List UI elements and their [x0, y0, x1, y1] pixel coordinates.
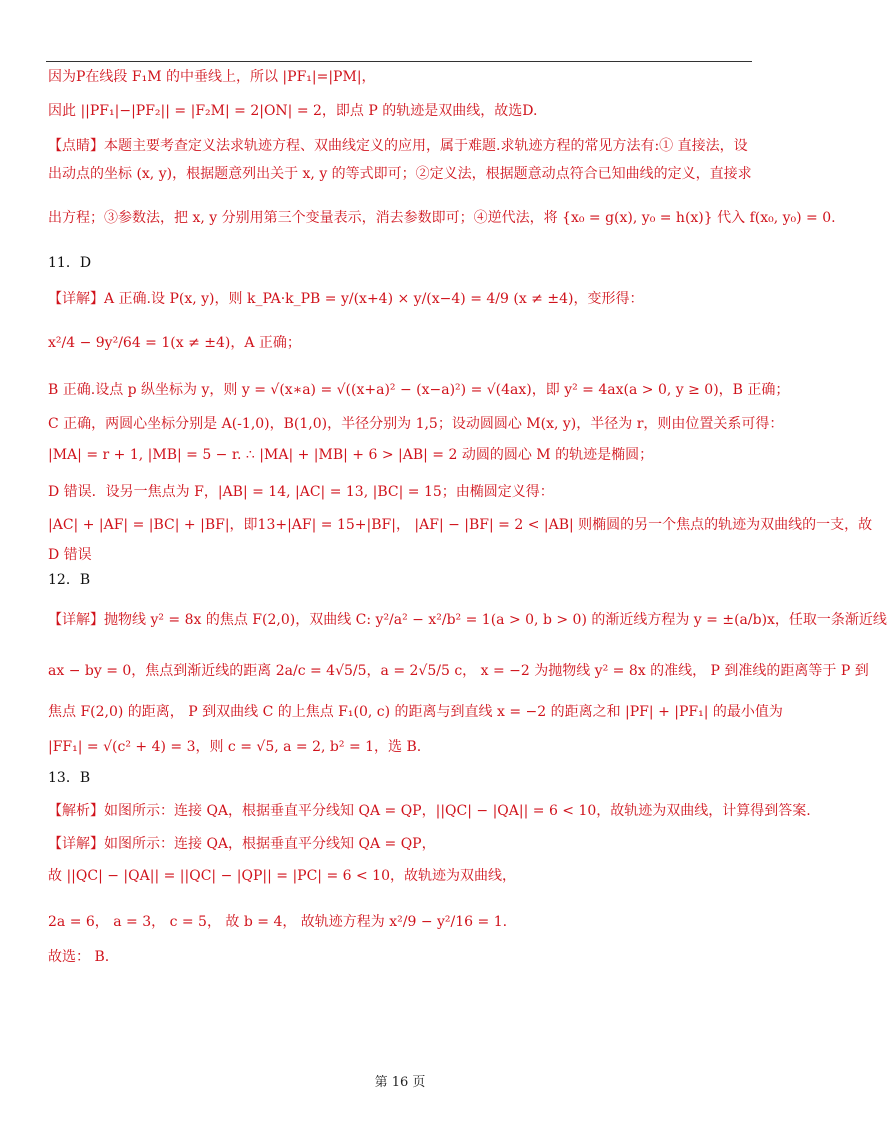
text-line: x²/4 − 9y²/64 = 1(x ≠ ±4)，A 正确； [48, 335, 301, 351]
text-line: 故 ||QC| − |QA|| = ||QC| − |QP|| = |PC| = 6 < 10，故轨迹为双曲线， [48, 868, 516, 884]
text-line: 【解析】如图所示：连接 QA，根据垂直平分线知 QA = QP，||QC| − |QA|| = 6 < 10，故轨迹为双曲线，计算得到答案. [48, 803, 811, 819]
text-line: 【详解】抛物线 y² = 8x 的焦点 F(2,0)，双曲线 C: y²/a² − x²/b² = 1(a > 0, b > 0) 的渐近线方程为 y = ±(a/b)x，任取一条渐近线 [48, 612, 887, 628]
question-number: 13．B [48, 770, 91, 786]
page-number: 第 16 页 [374, 1075, 426, 1090]
text-line: 因为P在线段 F₁M 的中垂线上，所以 |PF₁|=|PM|， [48, 69, 376, 85]
header-rule [46, 61, 752, 62]
text-line: D 错误 [48, 547, 92, 563]
text-line: D 错误．设另一焦点为 F，|AB| = 14, |AC| = 13, |BC| = 15；由椭圆定义得： [48, 484, 554, 500]
text-line: |FF₁| = √(c² + 4) = 3，则 c = √5, a = 2, b² = 1，选 B. [48, 739, 422, 755]
text-line: 因此 ||PF₁|−|PF₂|| = |F₂M| = 2|ON| = 2，即点 P 的轨迹是双曲线，故选D. [48, 103, 538, 119]
text-line: B 正确.设点 p 纵坐标为 y，则 y = √(x∗a) = √((x+a)² − (x−a)²) = √(4ax)，即 y² = 4ax(a > 0, y ≥ 0)，B 正确； [48, 382, 790, 398]
text-line: 2a = 6， a = 3， c = 5， 故 b = 4， 故轨迹方程为 x²/9 − y²/16 = 1. [48, 914, 508, 930]
text-line: 【详解】如图所示：连接 QA，根据垂直平分线知 QA = QP， [48, 836, 436, 852]
question-number: 11．D [48, 255, 92, 271]
text-line: C 正确，两圆心坐标分别是 A(-1,0)，B(1,0)，半径分别为 1,5；设动圆圆心 M(x, y)，半径为 r，则由位置关系可得： [48, 416, 784, 432]
text-line: 焦点 F(2,0) 的距离， P 到双曲线 C 的上焦点 F₁(0, c) 的距离与到直线 x = −2 的距离之和 |PF| + |PF₁| 的最小值为 [48, 704, 783, 720]
text-line: 【详解】A 正确.设 P(x, y)，则 k_PA·k_PB = y/(x+4) × y/(x−4) = 4/9 (x ≠ ±4)，变形得： [48, 291, 644, 307]
text-line: |MA| = r + 1, |MB| = 5 − r. ∴ |MA| + |MB| + 6 > |AB| = 2 动圆的圆心 M 的轨迹是椭圆； [48, 447, 654, 463]
text-line: 出动点的坐标 (x, y)，根据题意列出关于 x, y 的等式即可；②定义法，根据题意动点符合已知曲线的定义，直接求 [48, 166, 752, 182]
question-number: 12．B [48, 572, 91, 588]
text-line: 故选： B. [48, 949, 110, 965]
text-line: |AC| + |AF| = |BC| + |BF|，即13+|AF| = 15+|BF|， |AF| − |BF| = 2 < |AB| 则椭圆的另一个焦点的轨迹为双曲线的一支，故 [48, 517, 873, 533]
text-line: 【点睛】本题主要考查定义法求轨迹方程、双曲线定义的应用，属于难题.求轨迹方程的常见方法有:① 直接法，设 [48, 138, 748, 154]
text-line: 出方程；③参数法，把 x, y 分别用第三个变量表示，消去参数即可；④逆代法，将 {x₀ = g(x), y₀ = h(x)} 代入 f(x₀, y₀) = 0. [48, 210, 836, 226]
text-line: ax − by = 0，焦点到渐近线的距离 2a/c = 4√5/5，a = 2√5/5 c， x = −2 为抛物线 y² = 8x 的准线， P 到准线的距离等于 P 到 [48, 663, 869, 679]
